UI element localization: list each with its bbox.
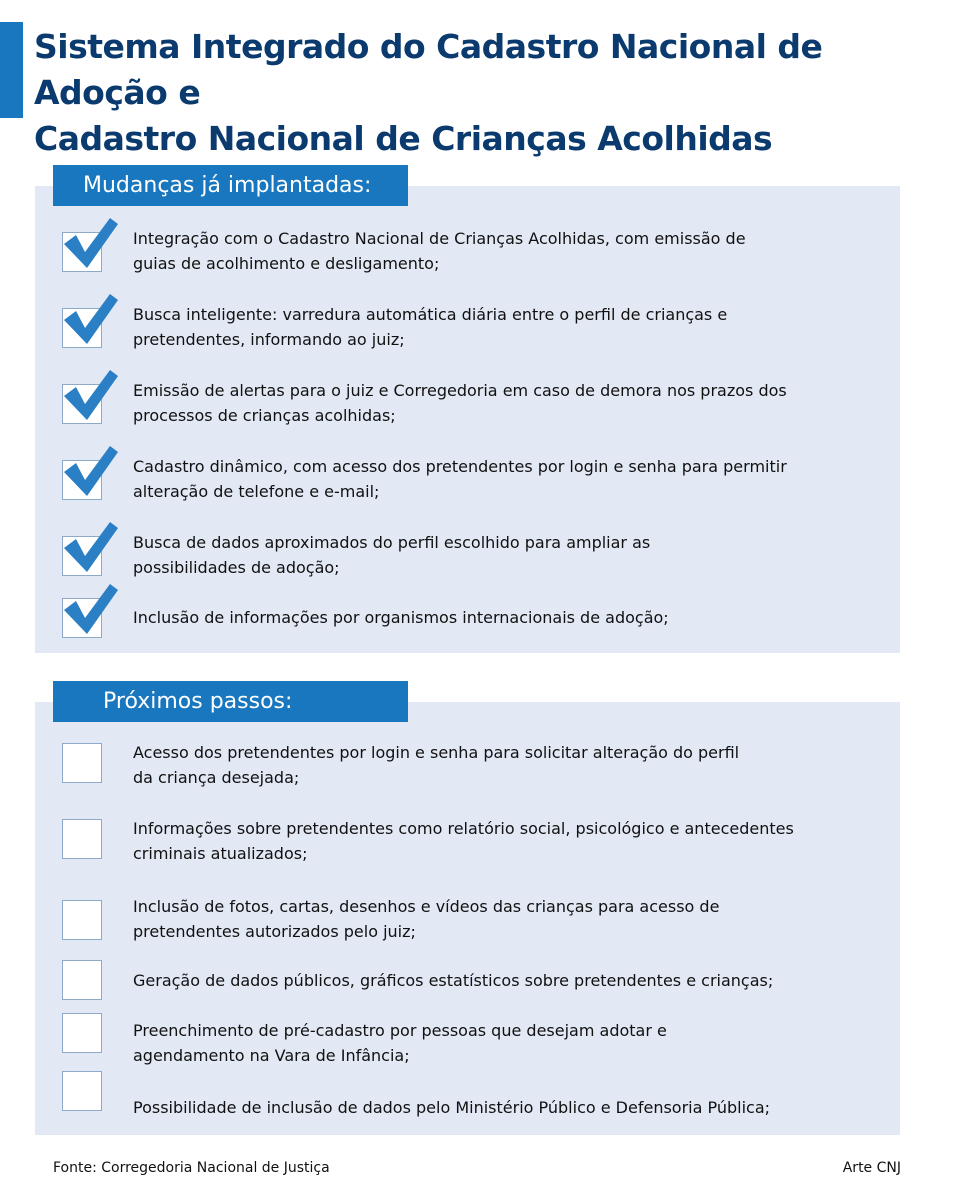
checkbox-empty [62, 743, 102, 783]
checkmark-icon [60, 294, 118, 346]
checkmark-icon [60, 370, 118, 422]
checkbox-empty [62, 1071, 102, 1111]
item-text: Informações sobre pretendentes como relatório social, psicológico e antecedentes criminais atualizados; [133, 819, 794, 863]
item-text: Inclusão de fotos, cartas, desenhos e vídeos das crianças para acesso de pretendentes autorizados pelo juiz; [133, 897, 720, 941]
item-text: Emissão de alertas para o juiz e Corregedoria em caso de demora nos prazos dos processos de crianças acolhidas; [133, 381, 787, 425]
item-text: Geração de dados públicos, gráficos estatísticos sobre pretendentes e crianças; [133, 971, 774, 990]
item-text: Integração com o Cadastro Nacional de Crianças Acolhidas, com emissão de guias de acolhimento e desligamento; [133, 229, 746, 273]
page-title-line-1: Sistema Integrado do Cadastro Nacional de Adoção e [34, 27, 823, 112]
page-title [34, 24, 934, 162]
checkmark-icon [60, 522, 118, 574]
checkbox-empty [62, 960, 102, 1000]
page-title-line-2: Cadastro Nacional de Crianças Acolhidas [34, 119, 773, 158]
title-accent-bar [0, 22, 23, 118]
footer-source: Fonte: Corregedoria Nacional de Justiça [53, 1160, 330, 1176]
item-text: Busca inteligente: varredura automática diária entre o perfil de crianças e pretendentes, informando ao juiz; [133, 305, 728, 349]
item-text: Possibilidade de inclusão de dados pelo Ministério Público e Defensoria Pública; [133, 1098, 771, 1117]
item-text: Busca de dados aproximados do perfil escolhido para ampliar as possibilidades de adoção; [133, 533, 651, 577]
item-text: Inclusão de informações por organismos internacionais de adoção; [133, 608, 669, 627]
checkbox-empty [62, 1013, 102, 1053]
item-text: Preenchimento de pré-cadastro por pessoas que desejam adotar e agendamento na Vara de Infância; [133, 1021, 667, 1065]
checkbox-empty [62, 900, 102, 940]
item-text: Cadastro dinâmico, com acesso dos pretendentes por login e senha para permitir alteração de telefone e e-mail; [133, 457, 787, 501]
next-steps-heading: Próximos passos: [53, 681, 408, 722]
checkmark-icon [60, 218, 118, 270]
checkmark-icon [60, 584, 118, 636]
implemented-changes-heading: Mudanças já implantadas: [53, 165, 408, 206]
checkbox-empty [62, 819, 102, 859]
checkmark-icon [60, 446, 118, 498]
item-text: Acesso dos pretendentes por login e senha para solicitar alteração do perfil da criança desejada; [133, 743, 740, 787]
footer-credit: Arte CNJ [842, 1160, 901, 1176]
